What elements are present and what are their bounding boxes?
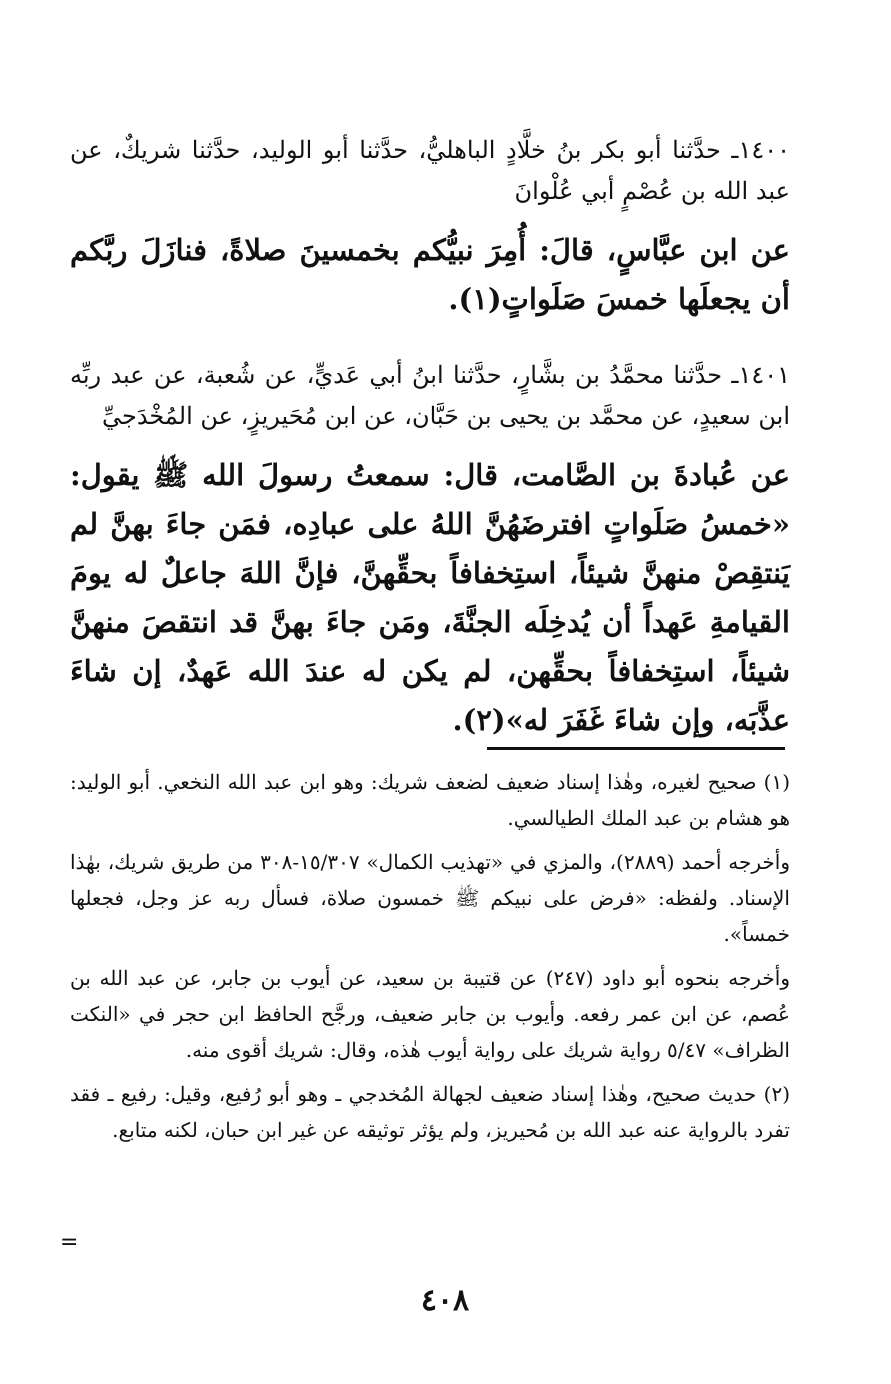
continuation-mark: =	[60, 1230, 79, 1255]
hadith-1400-matn: عن ابن عبَّاسٍ، قالَ: أُمِرَ نبيُّكم بخمسينَ صلاةً، فنازَلَ ربَّكم أن يجعلَها خمسَ صَلَواتٍ(١).	[70, 233, 790, 316]
hadith-1400-isnad: ١٤٠٠ـ حدَّثنا أبو بكر بنُ خلَّادٍ الباهليُّ، حدَّثنا أبو الوليد، حدَّثنا شريكٌ، عن عبد الله بن عُصْمٍ أبي عُلْوانَ	[70, 136, 790, 205]
footnote-1-takhrij-ahmad: وأخرجه أحمد (٢٨٨٩)، والمزي في «تهذيب الكمال» ١٥/٣٠٧-٣٠٨ من طريق شريك، بهٰذا الإسناد. ولفظه: «فرض على نبيكم ﷺ خمسون صلاة، فسأل ربه عز وجل، فجعلها خمساً».	[70, 850, 790, 946]
hadith-1401-isnad: ١٤٠١ـ حدَّثنا محمَّدُ بن بشَّارٍ، حدَّثنا ابنُ أبي عَديٍّ، عن شُعبة، عن عبد ربِّه ابن سعيدٍ، عن محمَّد بن يحيى بن حَبَّان، عن ابن مُحَيريزٍ، عن المُخْدَجيِّ	[70, 361, 790, 430]
footnotes	[70, 764, 790, 1156]
hadith-1400	[70, 130, 790, 324]
footnote-1-takhrij-abudawud: وأخرجه بنحوه أبو داود (٢٤٧) عن قتيبة بن سعيد، عن أيوب بن جابر، عن عبد الله بن عُصم، عن ابن عمر رفعه. وأيوب بن جابر ضعيف، ورجَّح الحافظ ابن حجر في «النكت الظراف» ٥/٤٧ رواية شريك على رواية أيوب هٰذه، وقال: شريك أقوى منه.	[70, 966, 790, 1062]
hadith-1401-matn: عن عُبادةَ بن الصَّامت، قال: سمعتُ رسولَ الله ﷺ يقول: «خمسُ صَلَواتٍ افترضَهُنَّ اللهُ على عبادِه، فمَن جاءَ بهنَّ لم يَنتقِصْ منهنَّ شيئاً، استِخفافاً بحقِّهنَّ، فإنَّ اللهَ جاعلٌ له يومَ القيامةِ عَهداً أن يُدخِلَه الجنَّةَ، ومَن جاءَ بهنَّ قد انتقصَ منهنَّ شيئاً، استِخفافاً بحقِّهن، لم يكن له عندَ الله عَهدٌ، إن شاءَ عذَّبَه، وإن شاءَ غَفَرَ له»(٢).	[70, 458, 790, 737]
footnote-separator	[487, 747, 785, 750]
footnote-1: (١) صحيح لغيره، وهٰذا إسناد ضعيف لضعف شريك: وهو ابن عبد الله النخعي. أبو الوليد: هو هشام بن عبد الملك الطيالسي.	[70, 770, 790, 830]
footnote-2: (٢) حديث صحيح، وهٰذا إسناد ضعيف لجهالة المُخدجي ـ وهو أبو رُفيع، وقيل: رفيع ـ فقد تفرد بالرواية عنه عبد الله بن مُحيريز، ولم يؤثر توثيقه عن غير ابن حبان، لكنه متابع.	[70, 1082, 790, 1142]
page-number: ٤٠٨	[420, 1283, 470, 1318]
hadith-1401	[70, 355, 790, 745]
